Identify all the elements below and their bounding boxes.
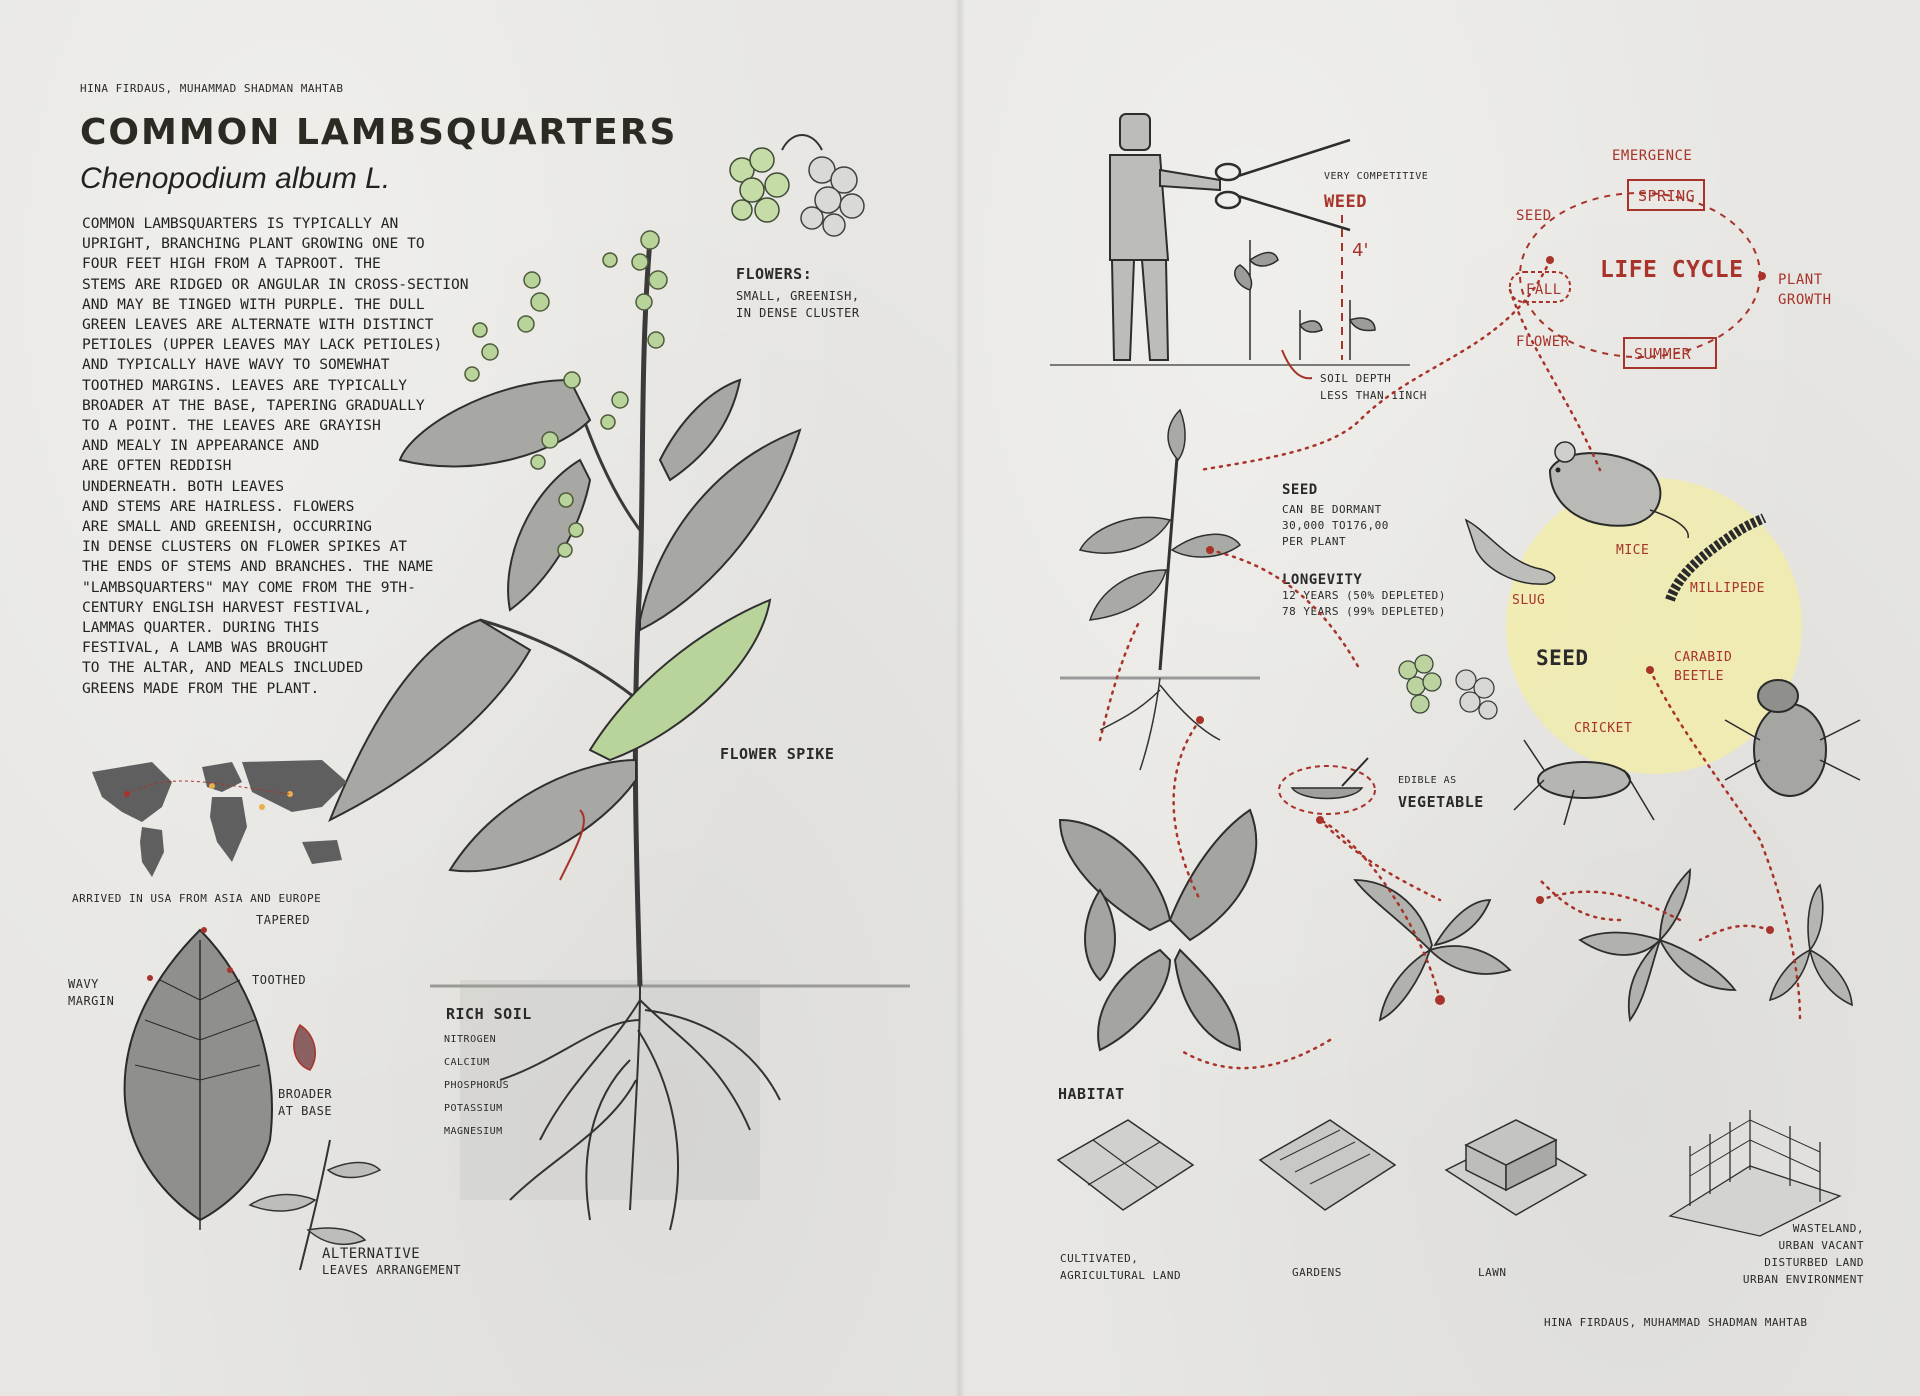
very-competitive-label: VERY COMPETITIVE — [1324, 171, 1429, 182]
nutrient-item: PHOSPHORUS — [444, 1080, 510, 1091]
nutrient-item: MAGNESIUM — [444, 1126, 503, 1137]
authors-bottom: HINA FIRDAUS, MUHAMMAD SHADMAN MAHTAB — [1544, 1316, 1808, 1329]
cricket-label: CRICKET — [1574, 721, 1633, 736]
broader-at-base-label: BROADER AT BASE — [278, 1087, 333, 1118]
habitat-cultivated-illustration — [1048, 1110, 1198, 1220]
fall-label: FALL — [1526, 282, 1562, 298]
habitat-wasteland-illustration — [1650, 1086, 1860, 1236]
mice-label: MICE — [1616, 543, 1650, 558]
height-mark: 4' — [1352, 240, 1369, 261]
world-map — [82, 752, 362, 882]
soil-depth-label: SOIL DEPTH LESS THAN 1INCH — [1320, 372, 1427, 402]
weed-label: WEED — [1324, 192, 1367, 212]
description-text: COMMON LAMBSQUARTERS IS TYPICALLY AN UPRIGHT, BRANCHING PLANT GROWING ONE TO FOUR FEET HIGH FROM A TAPROOT. THE STEMS ARE RIDGED OR ANGULAR IN CROSS-SECTION AND MAY BE TINGED WITH PURPLE. THE DULL GREEN LEAVES ARE ALTERNATE WITH DISTINCT PETIOLES (UPPER LEAVES MAY LACK PETIOLES) AND TYPICALLY HAVE WAVY TO SOMEWHAT TOOTHED MARGINS. LEAVES ARE TYPICALLY BROADER AT THE BASE, TAPERING GRADUALLY TO A POINT. THE LEAVES ARE GRAYISH AND MEALY IN APPEARANCE AND ARE OFTEN REDDISH UNDERNEATH. BOTH LEAVES AND STEMS ARE HAIRLESS. FLOWERS ARE SMALL AND GREENISH, OCCURRING IN DENSE CLUSTERS ON FLOWER SPIKES AT THE ENDS OF STEMS AND BRANCHES. THE NAME "LAMBSQUARTERS" MAY COME FROM THE 9TH- CENTURY ENGLISH HARVEST FESTIVAL, LAMMAS QUARTER. DURING THIS FESTIVAL, A LAMB WAS BROUGHT TO THE ALTAR, AND MEALS INCLUDED GREENS MADE FROM THE PLANT. — [82, 215, 469, 697]
flowers-desc: SMALL, GREENISH, IN DENSE CLUSTER — [736, 289, 860, 320]
habitat-title: HABITAT — [1058, 1085, 1125, 1103]
longevity-title: LONGEVITY — [1282, 572, 1363, 588]
map-caption: ARRIVED IN USA FROM ASIA AND EUROPE — [72, 892, 322, 905]
plant-growth-label: PLANT GROWTH — [1778, 272, 1832, 308]
seed-predator-center-label: SEED — [1536, 646, 1589, 670]
wavy-margin-label: WAVY MARGIN — [68, 977, 115, 1008]
habitat-lawn-illustration — [1436, 1090, 1596, 1220]
edible-as-label: EDIBLE AS — [1398, 775, 1457, 786]
seed-desc: CAN BE DORMANT 30,000 TO176,00 PER PLANT — [1282, 503, 1389, 548]
habitat-gardens-illustration — [1250, 1110, 1400, 1220]
nutrient-item: POTASSIUM — [444, 1103, 503, 1114]
seed-cycle-label: SEED — [1516, 208, 1552, 224]
seed-title: SEED — [1282, 482, 1318, 498]
tapered-label: TAPERED — [256, 913, 311, 927]
alternative-label: ALTERNATIVE — [322, 1246, 421, 1262]
leaves-arrangement-label: LEAVES ARRANGEMENT — [322, 1263, 462, 1277]
page-spine — [955, 0, 965, 1396]
cycle-arrows — [1080, 200, 1840, 1080]
nutrient-item: NITROGEN — [444, 1034, 497, 1045]
nutrient-list — [444, 1028, 509, 1143]
longevity-desc: 12 YEARS (50% DEPLETED) 78 YEARS (99% DEPLETED) — [1282, 589, 1446, 618]
flower-cluster-illustration — [722, 130, 882, 250]
plant-illustration — [340, 200, 940, 1270]
carabid-beetle-label: CARABID BEETLE — [1674, 650, 1733, 684]
scientific-name: Chenopodium album L. — [80, 162, 391, 195]
nutrient-item: CALCIUM — [444, 1057, 490, 1068]
flowers-title: FLOWERS: — [736, 265, 813, 283]
flower-spike-label: FLOWER SPIKE — [720, 745, 835, 763]
millipede-label: MILLIPEDE — [1690, 581, 1765, 596]
habitat-cultivated-label: CULTIVATED, AGRICULTURAL LAND — [1060, 1252, 1182, 1282]
page-title: COMMON LAMBSQUARTERS — [80, 112, 678, 153]
summer-label: SUMMER — [1634, 345, 1692, 363]
vegetable-label: VEGETABLE — [1398, 793, 1484, 811]
spring-label: SPRING — [1638, 187, 1696, 205]
flower-label: FLOWER — [1516, 334, 1570, 350]
habitat-lawn-label: LAWN — [1478, 1266, 1507, 1279]
emergence-label: EMERGENCE — [1612, 148, 1693, 164]
habitat-wasteland-label: WASTELAND, URBAN VACANT DISTURBED LAND URBAN ENVIRONMENT — [1742, 1222, 1864, 1286]
slug-label: SLUG — [1512, 593, 1546, 608]
habitat-gardens-label: GARDENS — [1292, 1266, 1342, 1279]
toothed-label: TOOTHED — [252, 973, 307, 987]
life-cycle-title: LIFE CYCLE — [1600, 257, 1744, 283]
authors-top: HINA FIRDAUS, MUHAMMAD SHADMAN MAHTAB — [80, 82, 344, 95]
rich-soil-label: RICH SOIL — [446, 1005, 532, 1023]
